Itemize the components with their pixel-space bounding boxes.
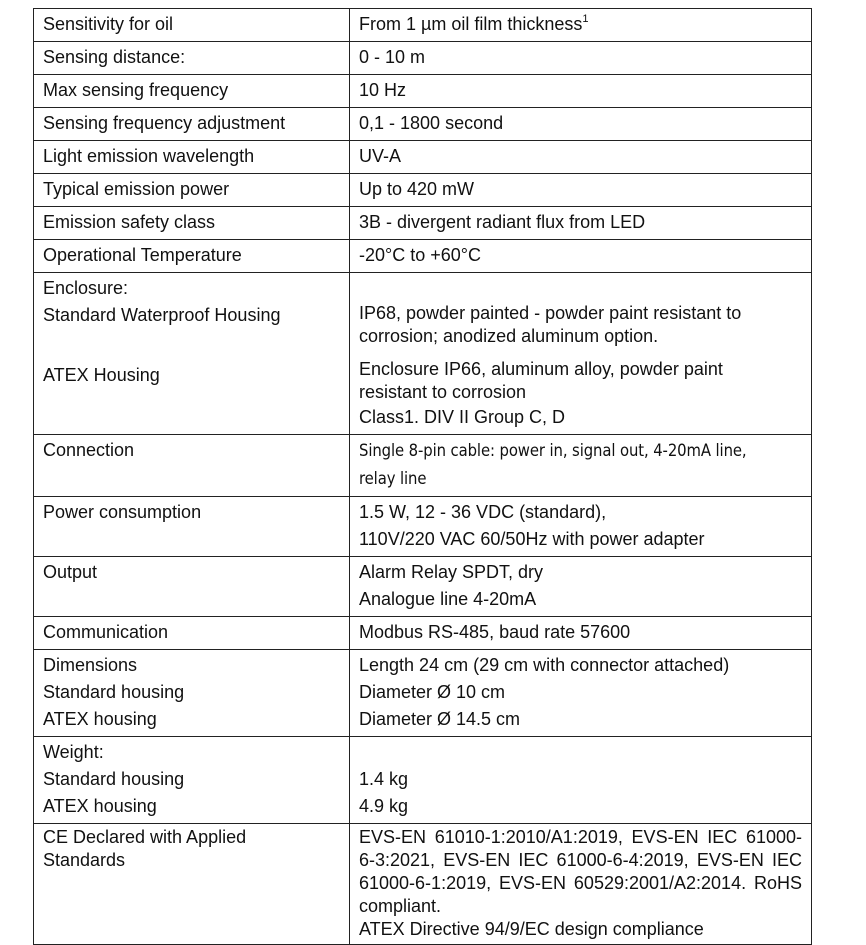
weight-standard-value: 1.4 kg xyxy=(359,769,409,789)
power-label: Power consumption xyxy=(34,497,350,557)
table-row-output xyxy=(34,557,812,617)
spec-label: Sensitivity for oil xyxy=(34,9,350,42)
table-row xyxy=(34,108,812,141)
output-label: Output xyxy=(34,557,350,617)
dimensions-value-3: Diameter Ø 14.5 cm xyxy=(359,709,521,729)
output-value-1: Alarm Relay SPDT, dry xyxy=(359,562,544,582)
weight-value-cell xyxy=(350,737,812,824)
spec-label: Emission safety class xyxy=(34,207,350,240)
table-row-enclosure xyxy=(34,273,812,435)
spec-value: 0,1 - 1800 second xyxy=(350,108,812,141)
spec-value: 3B - divergent radiant flux from LED xyxy=(350,207,812,240)
weight-atex-value: 4.9 kg xyxy=(359,796,409,816)
connection-value-2: relay line xyxy=(359,469,427,488)
enclosure-label: Enclosure: xyxy=(43,278,129,298)
connection-value-cell xyxy=(350,435,812,497)
atex-housing-value-2: resistant to corrosion xyxy=(359,382,527,402)
spec-value: Up to 420 mW xyxy=(350,174,812,207)
dimensions-value-1: Length 24 cm (29 cm with connector attached) xyxy=(359,655,730,675)
ce-atex-directive: ATEX Directive 94/9/EC design compliance xyxy=(359,919,704,939)
table-row-power xyxy=(34,497,812,557)
communication-label: Communication xyxy=(34,617,350,650)
table-row xyxy=(34,75,812,108)
weight-atex-label: ATEX housing xyxy=(43,796,157,816)
footnote-marker: 1 xyxy=(582,13,589,25)
atex-housing-value-3: Class1. DIV II Group C, D xyxy=(359,407,566,427)
spec-label: Max sensing frequency xyxy=(34,75,350,108)
table-row-communication xyxy=(34,617,812,650)
standard-housing-value-1: IP68, powder painted - powder paint resistant to xyxy=(359,303,742,323)
table-row-connection xyxy=(34,435,812,497)
dimensions-label: Dimensions xyxy=(43,655,138,675)
spec-value-text: From 1 µm oil film thickness xyxy=(359,14,583,34)
spec-label: Light emission wavelength xyxy=(34,141,350,174)
ce-value-cell xyxy=(350,824,812,945)
output-value-cell xyxy=(350,557,812,617)
ce-label-1: CE Declared with Applied xyxy=(43,827,247,847)
weight-label-cell xyxy=(34,737,350,824)
spec-table xyxy=(33,8,812,945)
output-value-2: Analogue line 4-20mA xyxy=(359,589,537,609)
connection-value-1: Single 8-pin cable: power in, signal out, 4-20mA line, xyxy=(359,441,747,460)
table-row-ce xyxy=(34,824,812,945)
table-row xyxy=(34,174,812,207)
spec-label: Typical emission power xyxy=(34,174,350,207)
ce-standards-text: EVS-EN 61010-1:2010/A1:2019, EVS-EN IEC 61000-6-3:2021, EVS-EN IEC 61000-6-4:2019, EVS-EN IEC 61000-6-1:2019, EVS-EN 60529:2001/A2:2014. RoHS compliant. xyxy=(359,827,802,916)
spec-value: 10 Hz xyxy=(350,75,812,108)
spec-label: Sensing frequency adjustment xyxy=(34,108,350,141)
ce-label-2: Standards xyxy=(43,850,126,870)
power-value-2: 110V/220 VAC 60/50Hz with power adapter xyxy=(359,529,705,549)
weight-standard-label: Standard housing xyxy=(43,769,185,789)
table-row xyxy=(34,141,812,174)
table-row xyxy=(34,240,812,273)
dimensions-label-cell xyxy=(34,650,350,737)
table-row xyxy=(34,42,812,75)
dimensions-standard-label: Standard housing xyxy=(43,682,185,702)
spec-value xyxy=(350,9,812,42)
ce-label-cell xyxy=(34,824,350,945)
table-row-weight xyxy=(34,737,812,824)
enclosure-label-cell xyxy=(34,273,350,435)
spec-value: UV-A xyxy=(350,141,812,174)
weight-label: Weight: xyxy=(43,742,104,762)
power-value-cell xyxy=(350,497,812,557)
atex-housing-label: ATEX Housing xyxy=(43,365,160,385)
connection-label: Connection xyxy=(34,435,350,497)
standard-housing-label: Standard Waterproof Housing xyxy=(43,305,281,325)
table-row-dimensions xyxy=(34,650,812,737)
table-row xyxy=(34,207,812,240)
dimensions-value-cell xyxy=(350,650,812,737)
dimensions-atex-label: ATEX housing xyxy=(43,709,157,729)
enclosure-value-cell xyxy=(350,273,812,435)
power-value-1: 1.5 W, 12 - 36 VDC (standard), xyxy=(359,502,607,522)
spec-label: Operational Temperature xyxy=(34,240,350,273)
spec-value: 0 - 10 m xyxy=(350,42,812,75)
dimensions-value-2: Diameter Ø 10 cm xyxy=(359,682,506,702)
spec-value: -20°C to +60°C xyxy=(350,240,812,273)
communication-value: Modbus RS-485, baud rate 57600 xyxy=(350,617,812,650)
spec-label: Sensing distance: xyxy=(34,42,350,75)
standard-housing-value-2: corrosion; anodized aluminum option. xyxy=(359,326,659,346)
atex-housing-value-1: Enclosure IP66, aluminum alloy, powder paint xyxy=(359,359,723,379)
table-row xyxy=(34,9,812,42)
